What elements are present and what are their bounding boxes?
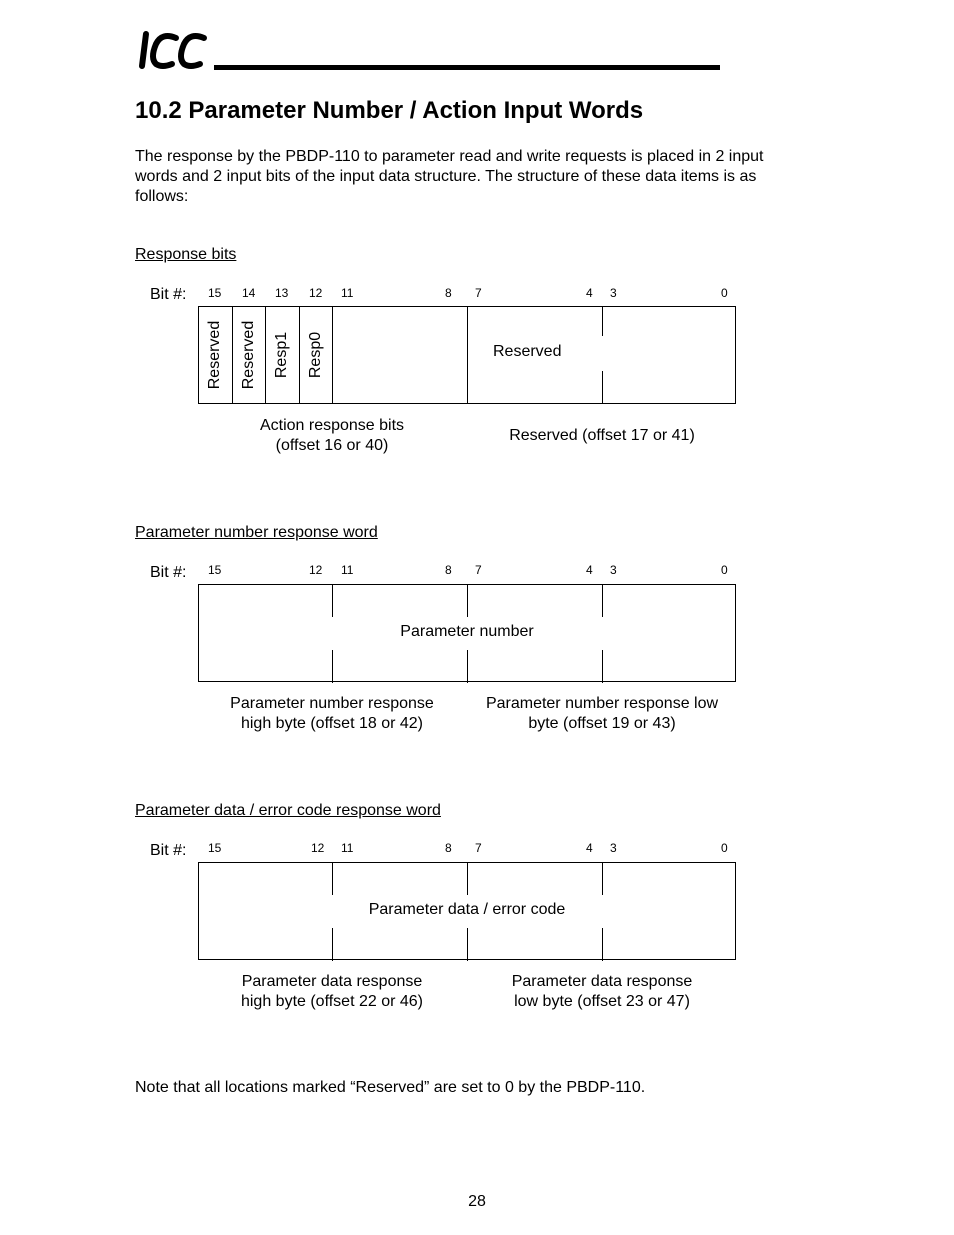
bit-cell-label: Reserved — [206, 320, 223, 390]
nibble-tick — [467, 928, 468, 961]
nibble-tick — [332, 650, 333, 683]
nibble-tick — [332, 928, 333, 961]
bit-number: 11 — [341, 841, 354, 855]
bit-number: 15 — [208, 841, 222, 855]
bit-divider — [332, 306, 333, 404]
bit-number: 3 — [610, 841, 617, 855]
bit-number: 4 — [586, 841, 593, 855]
caption-line: byte (offset 19 or 43) — [528, 715, 676, 732]
bit-number: 14 — [242, 286, 256, 300]
caption-line: Parameter number response — [230, 695, 434, 712]
nibble-tick — [467, 862, 468, 895]
bit-number: 4 — [586, 563, 593, 577]
caption-low-byte — [470, 694, 734, 734]
bit-number: 0 — [721, 841, 728, 855]
bit-cell — [265, 306, 299, 404]
param-data-title: Parameter data / error code response word — [135, 802, 441, 819]
caption-line: Parameter data response — [511, 973, 693, 990]
caption-low-byte — [470, 972, 734, 1012]
bit-number: 7 — [475, 286, 482, 300]
nibble-tick — [467, 650, 468, 683]
bit-number: 7 — [475, 563, 482, 577]
response-bits-title: Response bits — [135, 246, 237, 263]
param-number-field-label: Parameter number — [400, 623, 534, 640]
bit-number: 3 — [610, 563, 617, 577]
bit-cell-label: Reserved — [239, 320, 257, 390]
nibble-tick — [602, 862, 603, 895]
bit-number: 15 — [208, 563, 222, 577]
caption-low-byte: Reserved (offset 17 or 41) — [509, 427, 695, 444]
bit-number: 8 — [445, 563, 452, 577]
reserved-note: Note that all locations marked “Reserved” are set to 0 by the PBDP-110. — [135, 1079, 646, 1096]
nibble-tick — [602, 306, 603, 336]
byte-divider — [467, 306, 468, 404]
nibble-tick — [602, 650, 603, 683]
bit-cell-label: Resp0 — [306, 331, 324, 379]
param-number-title: Parameter number response word — [135, 524, 378, 541]
param-data-field-label: Parameter data / error code — [368, 901, 566, 918]
bit-cell — [198, 306, 232, 404]
bit-number: 11 — [341, 286, 354, 300]
bit-number: 8 — [445, 841, 452, 855]
bit-number: 0 — [721, 563, 728, 577]
bit-number: 0 — [721, 286, 728, 300]
caption-line: high byte (offset 18 or 42) — [240, 715, 424, 732]
reserved-field-label: Reserved — [493, 343, 562, 360]
nibble-tick — [332, 584, 333, 617]
bit-label: Bit #: — [150, 842, 187, 859]
caption-line: low byte (offset 23 or 47) — [514, 993, 690, 1010]
icc-logo — [136, 28, 210, 72]
nibble-tick — [467, 584, 468, 617]
bit-number: 8 — [445, 286, 452, 300]
caption-line: high byte (offset 22 or 46) — [240, 993, 424, 1010]
bit-number: 15 — [208, 286, 222, 300]
caption-high-byte — [232, 416, 432, 456]
nibble-tick — [602, 584, 603, 617]
bit-number: 13 — [275, 286, 289, 300]
caption-line: Parameter number response low — [485, 695, 719, 712]
bit-number: 12 — [309, 563, 323, 577]
bit-number: 12 — [309, 286, 323, 300]
caption-high-byte — [200, 972, 464, 1012]
caption-line: (offset 16 or 40) — [275, 437, 389, 454]
intro-paragraph: The response by the PBDP-110 to parameter read and write requests is placed in 2 input words and 2 input bits of the input data structure. The structure of these data items is as follows: — [135, 148, 764, 205]
bit-number: 7 — [475, 841, 482, 855]
nibble-tick — [332, 862, 333, 895]
header-rule — [214, 65, 720, 70]
bit-number: 12 — [311, 841, 325, 855]
caption-high-byte — [200, 694, 464, 734]
bit-number: 11 — [341, 563, 354, 577]
bit-label: Bit #: — [150, 564, 187, 581]
bit-cell — [299, 306, 332, 404]
bit-cell — [232, 306, 265, 404]
bit-cell-label: Resp1 — [273, 331, 290, 379]
caption-line: Action response bits — [259, 417, 405, 434]
bit-number: 3 — [610, 286, 617, 300]
bit-label: Bit #: — [150, 286, 187, 303]
nibble-tick — [602, 928, 603, 961]
section-heading: 10.2 Parameter Number / Action Input Words — [135, 97, 644, 124]
page-number: 28 — [468, 1193, 486, 1210]
nibble-tick — [602, 371, 603, 404]
bit-number: 4 — [586, 286, 593, 300]
caption-line: Parameter data response — [241, 973, 423, 990]
